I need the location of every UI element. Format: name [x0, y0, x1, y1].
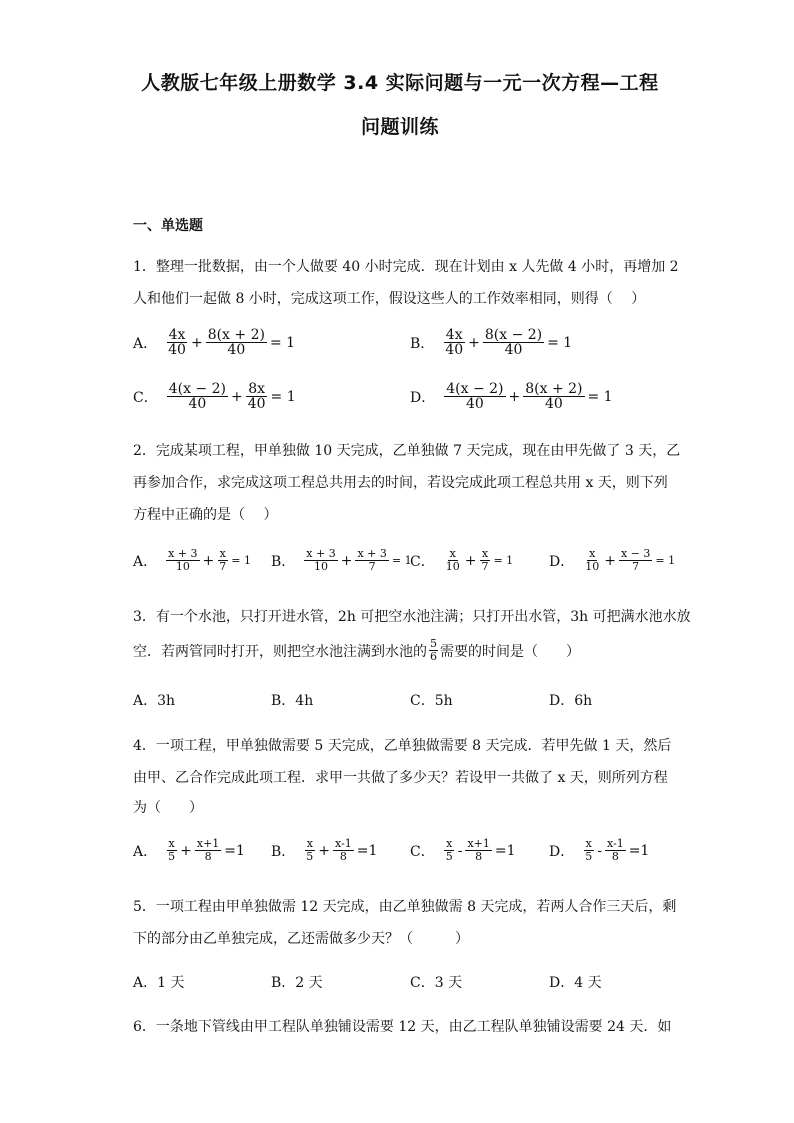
question-3-option-c[interactable]: C．5h — [410, 693, 453, 709]
question-3-option-b[interactable]: B．4h — [271, 693, 314, 709]
question-1-line-1: 1．整理一批数据，由一个人做要 40 小时完成．现在计划由 x 人先做 4 小时，再增加 2 — [133, 259, 679, 275]
page-title-line-1: 人教版七年级上册数学 3.4 实际问题与一元一次方程—工程 — [141, 72, 659, 94]
question-2-option-c[interactable]: C． $\frac{x}{10}$ + $\frac{x}{7}$ = 1 — [410, 547, 514, 573]
question-2-option-b[interactable]: B． $\frac{x + 3}{10}$ + $\frac{x + 3}{7}$ = 1 — [271, 547, 412, 573]
question-4-option-d[interactable]: D． $\frac{x}{5}$ - $\frac{x-1}{8}$ =1 — [549, 837, 650, 863]
section-heading: 一、单选题 — [133, 218, 203, 234]
question-3-option-a[interactable]: A．3h — [133, 693, 176, 709]
question-1-option-a[interactable]: A． $\frac{4x}{40}$ + $\frac{8(x + 2)}{40}$ = 1 — [133, 327, 296, 358]
question-1-line-2: 人和他们一起做 8 小时，完成这项工作，假设这些人的工作效率相同，则得（ ） — [133, 291, 646, 307]
question-3-option-d[interactable]: D．6h — [549, 693, 593, 709]
question-4-line-3: 为（ ） — [133, 800, 203, 816]
question-1-option-b[interactable]: B． $\frac{4x}{40}$ + $\frac{8(x - 2)}{40}$ = 1 — [410, 327, 573, 358]
page-title-line-2: 问题训练 — [360, 116, 439, 138]
question-6-line-1: 6．一条地下管线由甲工程队单独铺设需要 12 天，由乙工程队单独铺设需要 24 天．如 — [133, 1019, 672, 1035]
question-4-option-a[interactable]: A． $\frac{x}{5}$ + $\frac{x+1}{8}$ =1 — [133, 837, 245, 863]
question-4-option-b[interactable]: B． $\frac{x}{5}$ + $\frac{x-1}{8}$ =1 — [271, 837, 378, 863]
question-5-option-b[interactable]: B．2 天 — [271, 975, 323, 991]
question-4-line-2: 由甲、乙合作完成此项工程．求甲一共做了多少天？若设甲一共做了 x 天，则所列方程 — [133, 770, 668, 786]
question-2-line-2: 再参加合作，求完成这项工程总共用去的时间，若设完成此项工程总共用 x 天，则下列 — [133, 475, 668, 491]
question-5-option-d[interactable]: D．4 天 — [549, 975, 602, 991]
question-3-text-a: 空．若两管同时打开，则把空水池注满到水池的 — [133, 643, 427, 660]
question-5-line-1: 5．一项工程由甲单独做需 12 天完成，由乙单独做需 8 天完成，若两人合作三天后，剩 — [133, 899, 677, 915]
question-3-line-2 — [133, 638, 580, 663]
question-1-option-c[interactable]: C． $\frac{4(x - 2)}{40}$ + $\frac{8x}{40}$ = 1 — [133, 381, 296, 412]
question-2-line-1: 2．完成某项工程，甲单独做 10 天完成，乙单独做 7 天完成，现在由甲先做了 3 天，乙 — [133, 443, 681, 459]
question-4-line-1: 4．一项工程，甲单独做需要 5 天完成，乙单独做需要 8 天完成．若甲先做 1 天，然后 — [133, 738, 672, 754]
question-2-option-d[interactable]: D． $\frac{x}{10}$ + $\frac{x - 3}{7}$ = 1 — [549, 547, 676, 573]
question-3-text-b: 需要的时间是（ ） — [440, 643, 580, 660]
question-3-fraction: $\frac{5}{6}$ — [430, 637, 437, 663]
question-4-option-c[interactable]: C． $\frac{x}{5}$ - $\frac{x+1}{8}$ =1 — [410, 837, 516, 863]
question-2-line-3: 方程中正确的是（ ） — [133, 507, 278, 523]
question-5-option-c[interactable]: C．3 天 — [410, 975, 463, 991]
question-3-line-1: 3．有一个水池，只打开进水管，2h 可把空水池注满；只打开出水管，3h 可把满水池水放 — [133, 609, 691, 625]
question-5-option-a[interactable]: A．1 天 — [133, 975, 185, 991]
question-5-line-2: 下的部分由乙单独完成，乙还需做多少天？（ ） — [133, 931, 469, 947]
question-2-option-a[interactable]: A． $\frac{x + 3}{10}$ + $\frac{x}{7}$ = 1 — [133, 547, 251, 573]
question-1-option-d[interactable]: D． $\frac{4(x - 2)}{40}$ + $\frac{8(x + 2)}{40}$ = 1 — [410, 381, 613, 412]
